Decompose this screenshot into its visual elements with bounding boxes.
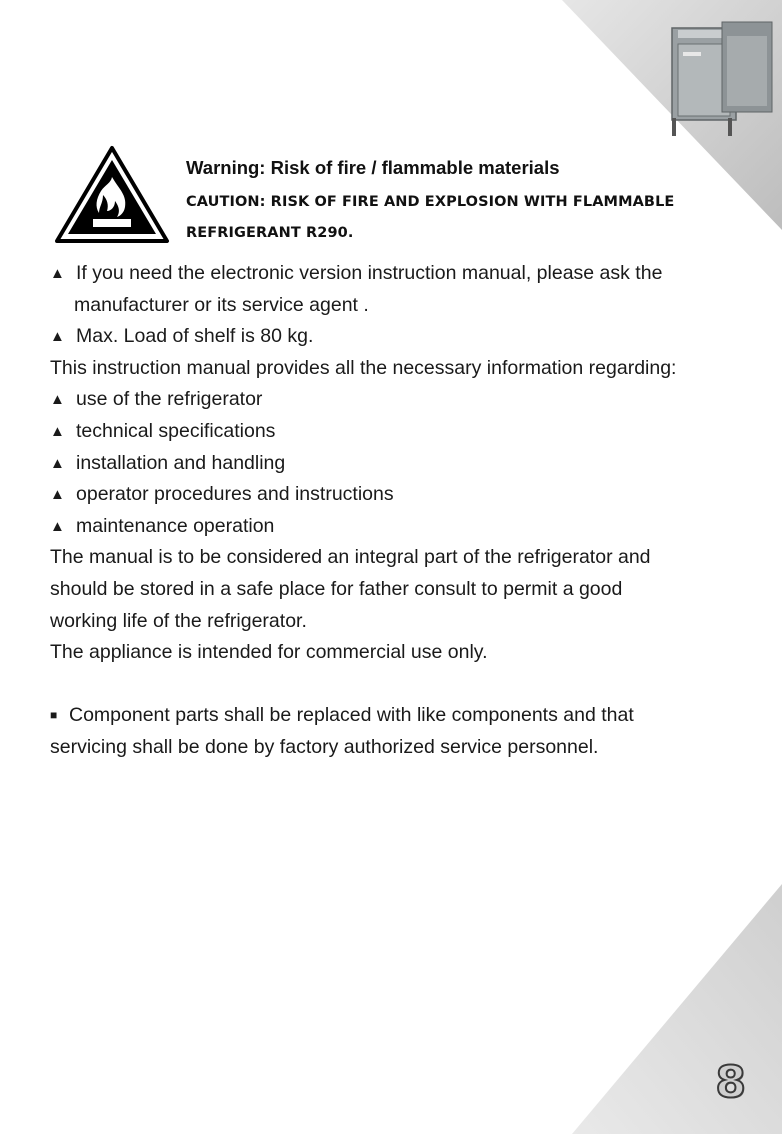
caution-line-2: REFRIGERANT R290. [186, 225, 354, 241]
list-item [50, 479, 750, 511]
paragraph-line: This instruction manual provides all the necessary information regarding: [50, 356, 677, 379]
corner-decoration-bottom [552, 884, 782, 1134]
line-text: manufacturer or its service agent . [74, 293, 369, 316]
paragraph-line: servicing shall be done by factory authorized service personnel. [50, 735, 599, 758]
line-continuation [50, 290, 750, 322]
flammable-warning-triangle-icon [55, 145, 170, 245]
list-item [50, 700, 750, 732]
line-text: use of the refrigerator [76, 388, 263, 411]
line-text: If you need the electronic version instruction manual, please ask the [76, 262, 663, 284]
paragraph-line: working life of the refrigerator. [50, 609, 307, 632]
triangle-bullet-icon: ▲ [50, 517, 65, 535]
spacer [50, 669, 750, 701]
line-text: operator procedures and instructions [76, 483, 394, 506]
line-text: technical specifications [76, 419, 276, 442]
warning-header [55, 145, 765, 245]
warning-title: Warning: Risk of fire / flammable materials [186, 157, 560, 178]
triangle-bullet-icon: ▲ [50, 265, 65, 282]
line-text: installation and handling [76, 451, 286, 474]
triangle-bullet-icon: ▲ [50, 391, 65, 409]
line-text: Component parts shall be replaced with like components and that [69, 704, 634, 727]
paragraph-line: The appliance is intended for commercial use only. [50, 641, 488, 664]
list-item [50, 258, 750, 290]
list-item [50, 321, 750, 353]
list-item [50, 448, 750, 480]
paragraph-line: should be stored in a safe place for father consult to permit a good [50, 577, 623, 600]
triangle-bullet-icon: ▲ [50, 328, 65, 346]
caution-line-1: CAUTION: RISK OF FIRE AND EXPLOSION WITH FLAMMABLE [186, 194, 675, 210]
list-item [50, 384, 750, 416]
list-item [50, 416, 750, 448]
line-text: maintenance operation [76, 514, 275, 537]
line-text: Max. Load of shelf is 80 kg. [76, 325, 314, 348]
page-number: 8 [715, 1057, 746, 1108]
triangle-bullet-icon: ▲ [50, 486, 65, 504]
paragraph-line: The manual is to be considered an integral part of the refrigerator and [50, 546, 651, 569]
instructions-body [50, 258, 750, 764]
list-item [50, 511, 750, 543]
square-bullet-icon: ■ [50, 708, 58, 723]
triangle-bullet-icon: ▲ [50, 454, 65, 472]
triangle-bullet-icon: ▲ [50, 422, 65, 440]
